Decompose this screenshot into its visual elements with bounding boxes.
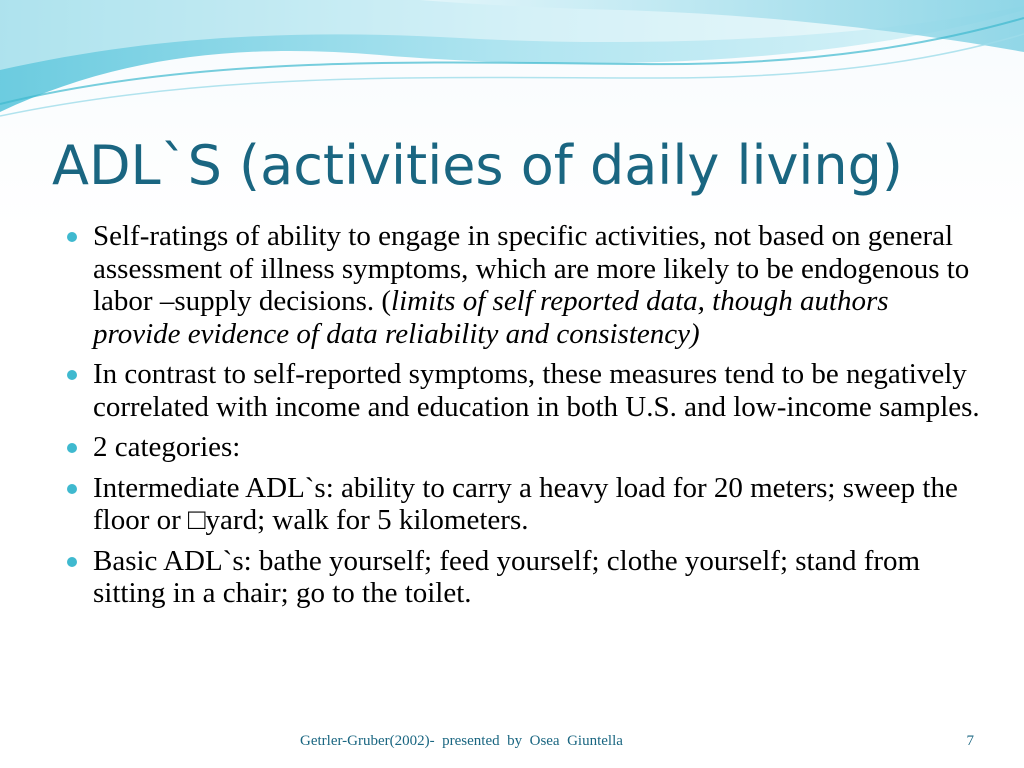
bullet-text: 2 categories:: [93, 431, 241, 463]
bullet-list: [93, 220, 983, 618]
bullet-dot-icon: [67, 370, 77, 380]
bullet-text: Basic ADL`s: bathe yourself; feed yourself; clothe yourself; stand from sitting in a chair; go to the toilet.: [93, 544, 921, 609]
bullet-item: [93, 472, 983, 537]
bullet-dot-icon: [67, 557, 77, 567]
bullet-dot-icon: [67, 484, 77, 494]
bullet-item: [93, 545, 983, 610]
bullet-item: [93, 220, 983, 350]
bullet-item: [93, 431, 983, 464]
bullet-text-italic: limits of self reported data, though authors provide evidence of data reliability and consistency): [93, 285, 889, 350]
header-wave-decoration: [0, 0, 1024, 130]
bullet-text: In contrast to self-reported symptoms, these measures tend to be negatively correlated with income and education in both U.S. and low-income samples.: [93, 358, 980, 423]
slide-title: ADL`S (activities of daily living): [52, 134, 903, 197]
bullet-dot-icon: [67, 443, 77, 453]
footer-credit: Getrler-Gruber(2002)- presented by Osea Giuntella: [300, 733, 623, 749]
bullet-dot-icon: [67, 232, 77, 242]
bullet-item: [93, 358, 983, 423]
page-number: 7: [966, 733, 974, 749]
bullet-text: Self-ratings of ability to engage in specific activities, not based on general assessment of illness symptoms, which are more likely to be endogenous to labor –supply decisions. (: [93, 220, 970, 317]
bullet-text: Intermediate ADL`s: ability to carry a heavy load for 20 meters; sweep the floor or □yard; walk for 5 kilometers.: [93, 471, 958, 536]
